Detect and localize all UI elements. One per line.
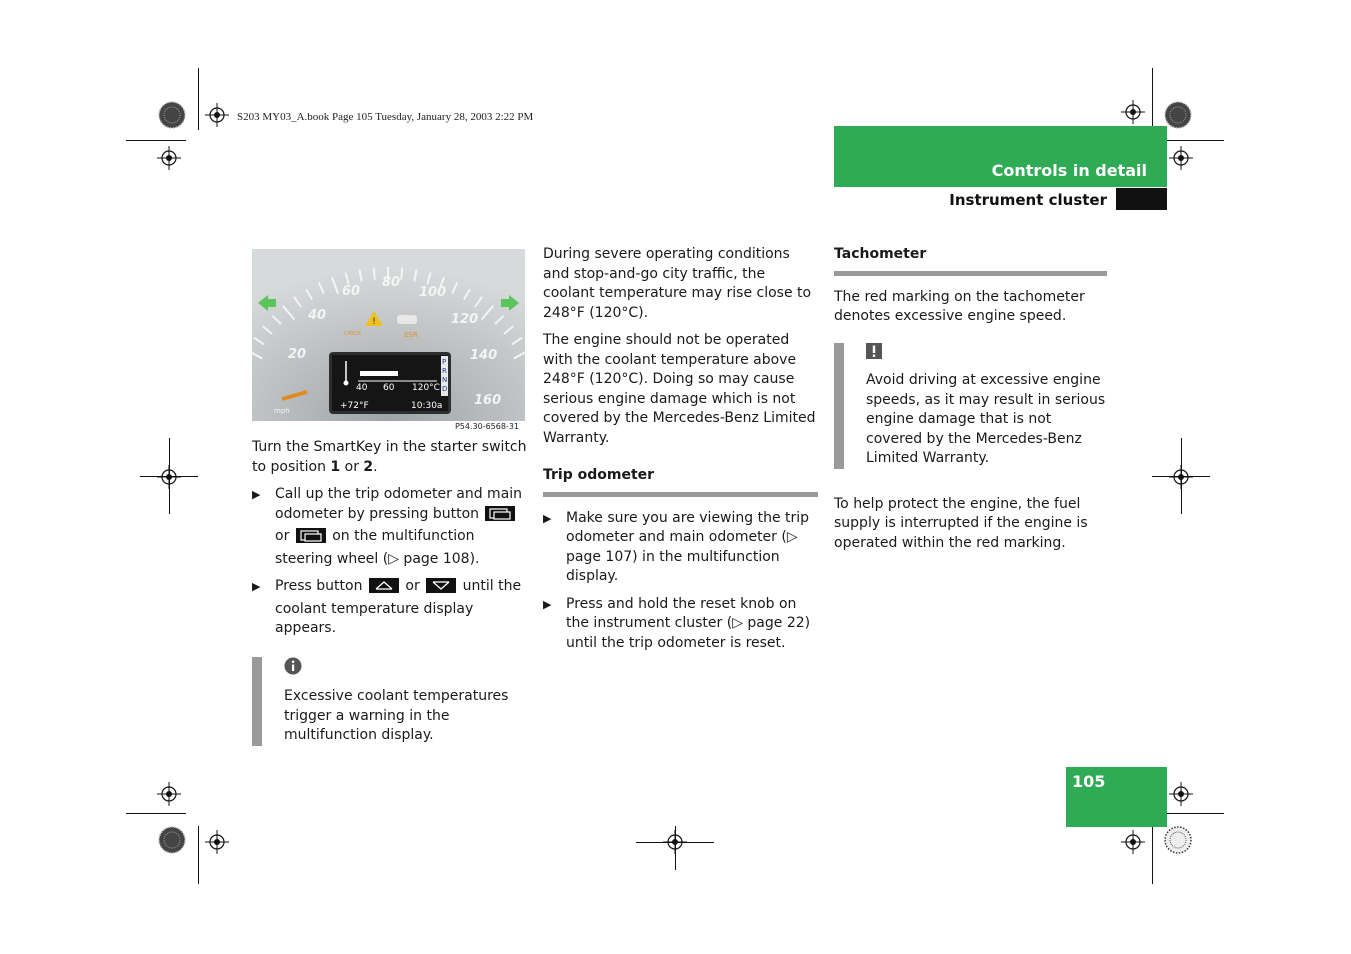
svg-text:CHECK: CHECK (344, 331, 362, 337)
gear-letter: N (442, 376, 448, 384)
gauge-tick (374, 268, 375, 280)
rosette-icon (158, 826, 186, 854)
section-heading: Trip odometer (543, 466, 818, 497)
up-button-icon (369, 578, 399, 600)
rosette-icon (1164, 101, 1192, 129)
section-tab (1116, 188, 1167, 210)
page-number-box (1066, 767, 1167, 827)
intro-paragraph: Turn the SmartKey in the starter switch to position 1 or 2. (252, 439, 527, 475)
gear-letter: P (442, 358, 447, 366)
gauge-tick-label: 60 (342, 284, 361, 299)
info-note-text: Excessive coolant temperatures trigger a warning in the multifunction display. (284, 688, 509, 743)
figure-caption: P54.30-6568-31 (454, 422, 519, 431)
column-2 (543, 245, 818, 661)
paragraph: To help protect the engine, the fuel supply is interrupted if the engine is operated within the red marking. (834, 495, 1088, 551)
clock-readout: 10:30a (411, 401, 443, 411)
registration-mark-icon (157, 782, 181, 806)
gauge-tick-label: 80 (382, 275, 401, 290)
registration-mark-icon (663, 830, 687, 854)
section-heading: Tachometer (834, 245, 1107, 276)
section-title: Controls in detail (991, 161, 1147, 180)
display-scale-label: 60 (383, 383, 395, 393)
display-button-icon (296, 528, 326, 550)
registration-mark-icon (1121, 830, 1145, 854)
registration-mark-icon (157, 146, 181, 170)
list-item: ▶ Make sure you are viewing the trip odometer and main odometer (▷ page 107) in the multifunction display. (543, 509, 810, 584)
section-subtitle: Instrument cluster (949, 191, 1107, 209)
display-scale-label: 40 (356, 383, 368, 393)
registration-mark-icon (1121, 100, 1145, 124)
gauge-tick-label: 160 (474, 393, 502, 408)
svg-text:ESR: ESR (404, 331, 418, 339)
paragraph: The red marking on the tachometer denotes excessive engine speed. (834, 288, 1085, 324)
paragraph: During severe operating conditions and stop-and-go city traffic, the coolant temperature may rise close to 248°F (120°C). (543, 246, 812, 321)
registration-mark-icon (205, 103, 229, 127)
bullet-arrow: ▶ (543, 597, 552, 611)
display-button-icon (485, 506, 515, 528)
gauge-tick-label: 40 (308, 308, 327, 323)
info-icon (284, 657, 532, 682)
registration-mark-icon (205, 830, 229, 854)
column-1 (252, 438, 532, 746)
bullet-arrow: ▶ (543, 511, 552, 525)
rosette-icon (1164, 826, 1192, 854)
gauge-tick-label: 140 (470, 348, 498, 363)
bullet-arrow: ▶ (252, 488, 261, 501)
gear-letter: R (442, 367, 447, 375)
outside-temperature: +72°F (340, 401, 369, 411)
warning-note (834, 343, 1107, 469)
list-item: ▶ Press and hold the reset knob on the instrument cluster (▷ page 22) until the trip odometer is reset. (543, 595, 811, 651)
gauge-tick-label: 20 (288, 347, 307, 362)
unit-label: mph (274, 407, 290, 415)
section-banner (834, 126, 1167, 187)
list-item: ▶ Call up the trip odometer and main odometer by pressing button or on the multifunction steering wheel (▷ page 108). (252, 486, 523, 567)
warning-note-text: Avoid driving at excessive engine speeds, as it may result in serious engine damage that is not covered by the Mercedes-Benz Limited Warranty. (866, 372, 1106, 466)
page-number: 105 (1072, 772, 1106, 791)
gauge-tick-label: 120 (451, 312, 479, 327)
rosette-icon (158, 101, 186, 129)
svg-text:!: ! (372, 317, 376, 327)
display-scale-label: 120°C (412, 383, 440, 393)
registration-mark-icon (1169, 782, 1193, 806)
registration-mark-icon (157, 465, 181, 489)
warning-icon (866, 343, 1107, 366)
info-note (252, 657, 532, 746)
paragraph: The engine should not be operated with the coolant temperature above 248°F (120°C). Doing so may cause serious engine damage which is not covered by the Mercedes-Benz Limited Warranty. (543, 332, 816, 446)
print-header: S203 MY03_A.book Page 105 Tuesday, January 28, 2003 2:22 PM (237, 111, 534, 123)
list-item: ▶ Press button or until the coolant temperature display appears. (252, 578, 522, 636)
gauge-tick (401, 268, 402, 280)
instrument-cluster-photo (252, 249, 525, 432)
bullet-arrow: ▶ (252, 580, 261, 593)
gauge-tick-label: 100 (419, 285, 447, 300)
registration-mark-icon (1169, 465, 1193, 489)
down-button-icon (426, 578, 456, 600)
column-3 (834, 245, 1107, 561)
gear-letter: D (442, 385, 448, 393)
registration-mark-icon (1169, 146, 1193, 170)
